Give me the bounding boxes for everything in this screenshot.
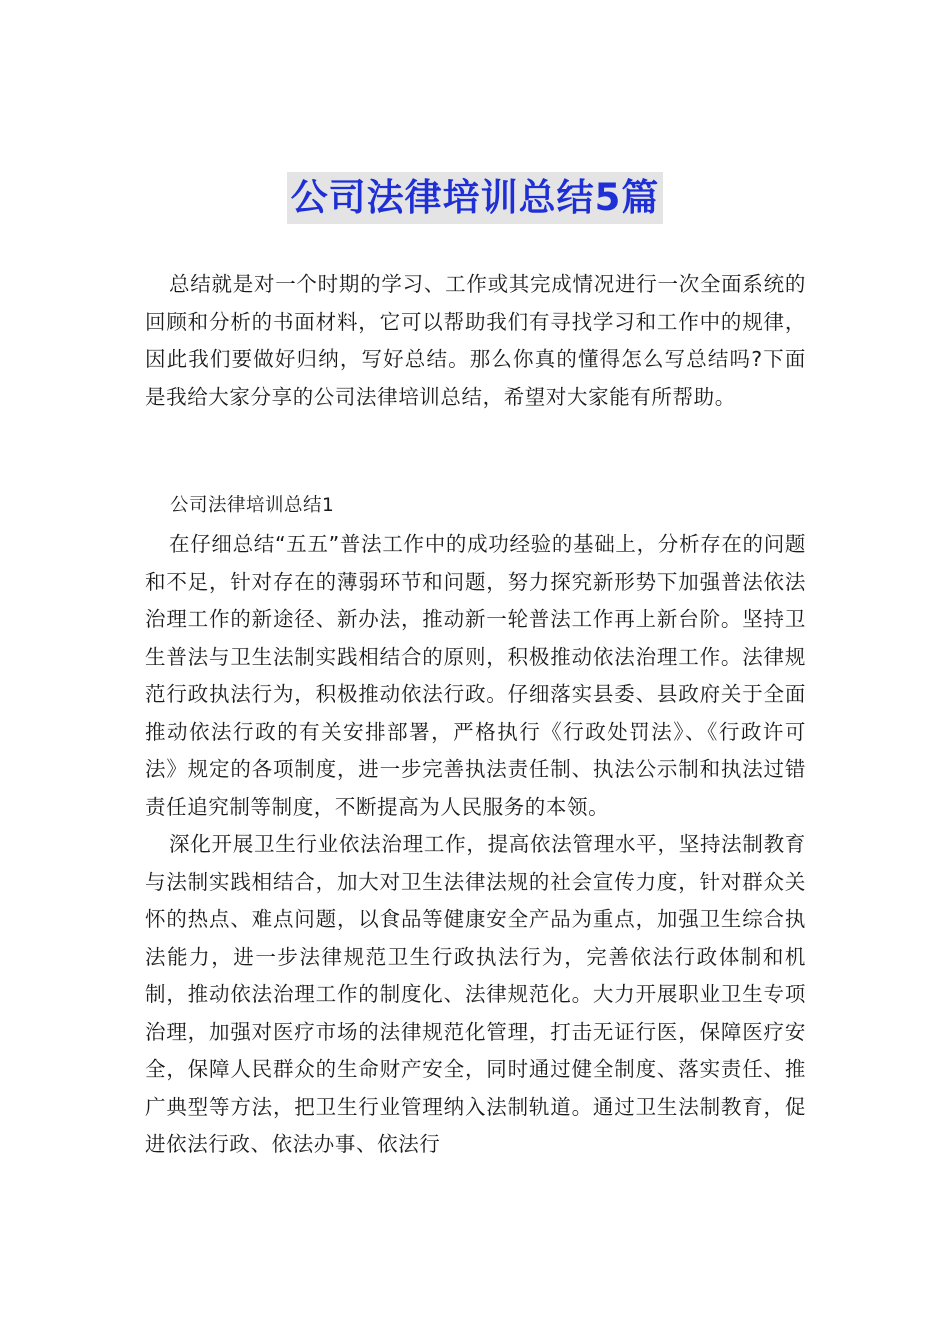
section-heading: 公司法律培训总结1	[170, 495, 335, 516]
body-paragraph-2: 深化开展卫生行业依法治理工作，提高依法管理水平，坚持法制教育与法制实践相结合，加大对卫生法律法规的社会宣传力度，针对群众关怀的热点、难点问题，以食品等健康安全产品为重点，加强卫生综合执法能力，进一步法律规范卫生行政执法行为，完善依法行政体制和机制，推动依法治理工作的制度化、法律规范化。大力开展职业卫生专项治理，加强对医疗市场的法律规范化管理，打击无证行医，保障医疗安全，保障人民群众的生命财产安全，同时通过健全制度、落实责任、推广典型等方法，把卫生行业管理纳入法制轨道。通过卫生法制教育，促进依法行政、依法办事、依法行	[145, 832, 806, 1156]
intro-section	[145, 266, 806, 416]
section-body	[145, 526, 806, 1164]
title-container	[0, 172, 950, 224]
document-title: 公司法律培训总结5篇	[287, 172, 664, 224]
intro-paragraph: 总结就是对一个时期的学习、工作或其完成情况进行一次全面系统的回顾和分析的书面材料，它可以帮助我们有寻找学习和工作中的规律，因此我们要做好归纳，写好总结。那么你真的懂得怎么写总结吗?下面是我给大家分享的公司法律培训总结，希望对大家能有所帮助。	[145, 272, 806, 409]
body-paragraph-1: 在仔细总结“五五”普法工作中的成功经验的基础上，分析存在的问题和不足，针对存在的薄弱环节和问题，努力探究新形势下加强普法依法治理工作的新途径、新办法，推动新一轮普法工作再上新台阶。坚持卫生普法与卫生法制实践相结合的原则，积极推动依法治理工作。法律规范行政执法行为，积极推动依法行政。仔细落实县委、县政府关于全面推动依法行政的有关安排部署，严格执行《行政处罚法》、《行政许可法》规定的各项制度，进一步完善执法责任制、执法公示制和执法过错责任追究制等制度，不断提高为人民服务的本领。	[145, 532, 806, 819]
